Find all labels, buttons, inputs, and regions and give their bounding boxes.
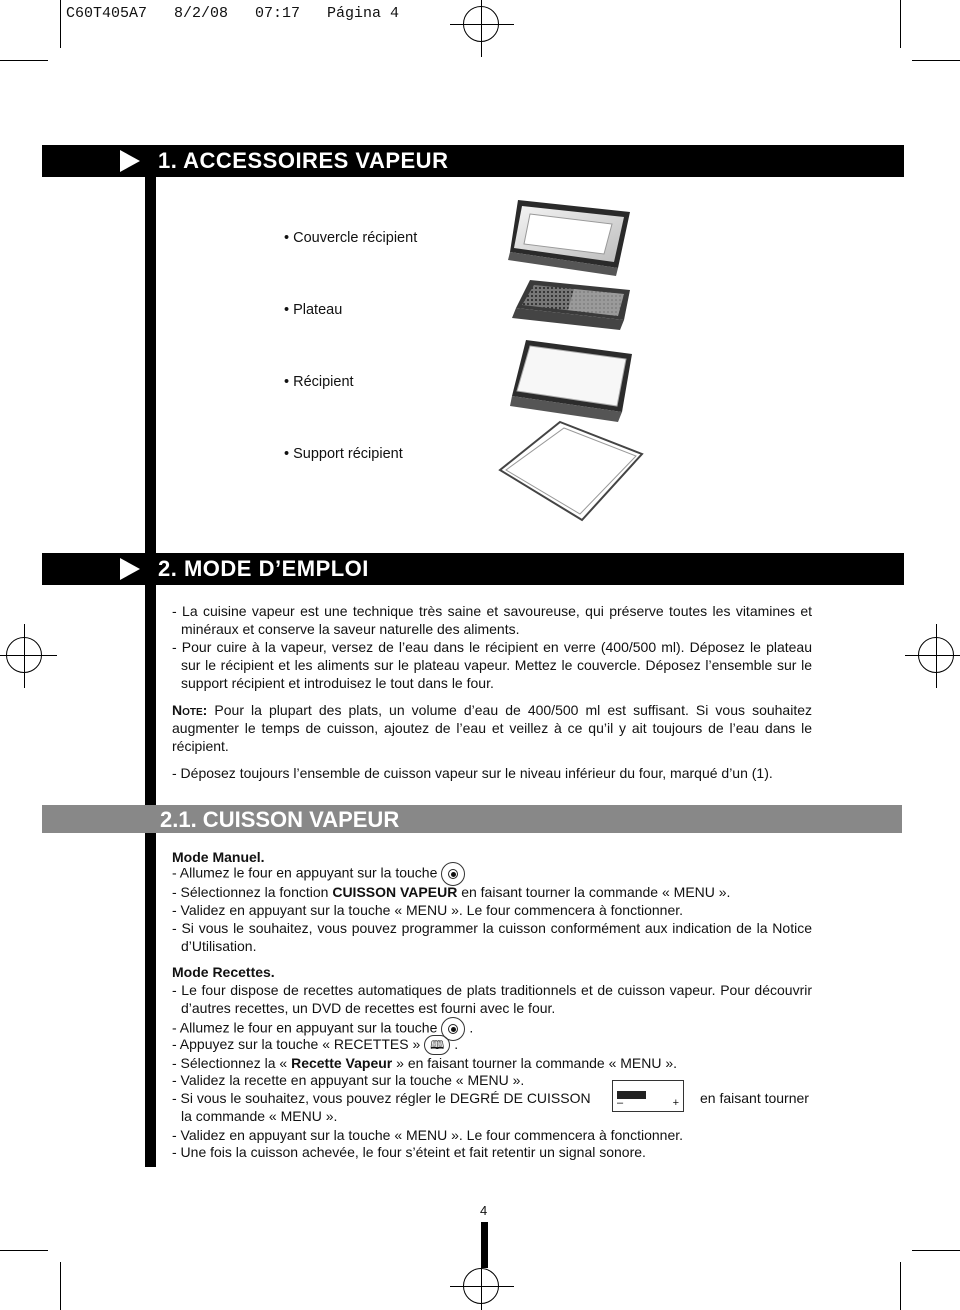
crop-mark	[912, 1250, 960, 1251]
section-title: 2. MODE D’EMPLOI	[158, 556, 369, 581]
crop-mark	[912, 60, 960, 61]
subsection-header-cuisson-vapeur	[42, 805, 902, 833]
manual-step-text: en faisant tourner la commande « MENU ».	[457, 884, 731, 900]
support-drawing	[500, 422, 642, 520]
page-number: 4	[480, 1203, 488, 1218]
registration-mark-left	[6, 637, 42, 673]
recipes-step	[172, 1035, 812, 1055]
crop-mark	[900, 0, 901, 48]
section-header-accessoires	[42, 145, 902, 177]
manual-step-text: - Allumez le four en appuyant sur la touche	[172, 864, 438, 881]
recipes-step: - Le four dispose de recettes automatiques de plats traditionnels et de cuisson vapeur. Pour découvrir d’autres recettes, un DVD de recettes est fourni avec le four.	[172, 982, 812, 1016]
accessory-label-container: • Récipient	[284, 374, 354, 390]
instruction-item: - Pour cuire à la vapeur, versez de l’eau dans le récipient en verre (400/500 ml). Déposez le plateau sur le récipient et les aliments sur le plateau vapeur. Mettez le couvercle. Déposez l’ensemble sur le support récipient et introduisez le tout dans le four.	[172, 639, 812, 691]
accessory-label-support: • Support récipient	[284, 446, 403, 462]
section-title: 1. ACCESSOIRES VAPEUR	[158, 148, 449, 173]
steam-accessories-illustration	[490, 190, 650, 525]
gauge-minus-label: –	[617, 1097, 624, 1109]
recipe-book-icon: 🕮	[424, 1035, 450, 1055]
header-edge	[902, 145, 906, 177]
manual-step	[172, 883, 812, 901]
recipes-step-text: .	[469, 1019, 474, 1036]
recipes-step-text: - Allumez le four en appuyant sur la touche	[172, 1019, 438, 1036]
manual-mode-heading: Mode Manuel.	[172, 849, 265, 865]
recipes-step: en faisant tourner	[700, 1090, 809, 1106]
recipes-step-text: .	[454, 1036, 459, 1052]
accessory-label-tray: • Plateau	[284, 302, 343, 318]
registration-mark-right	[918, 637, 954, 673]
recipe-name: Recette Vapeur	[291, 1055, 393, 1071]
tray-drawing	[512, 280, 630, 330]
cooking-degree-gauge	[612, 1080, 684, 1112]
crop-mark	[60, 0, 61, 48]
recipes-step-text: - Appuyez sur la touche « RECETTES »	[172, 1036, 421, 1052]
subsection-title: 2.1. CUISSON VAPEUR	[160, 807, 400, 832]
function-name: CUISSON VAPEUR	[332, 884, 458, 900]
container-drawing	[510, 340, 632, 422]
header-edge	[902, 553, 906, 585]
section-header-mode-emploi	[42, 553, 902, 585]
play-arrow-icon	[120, 150, 140, 172]
accessory-label-lid: • Couvercle récipient	[284, 230, 418, 246]
crop-mark	[0, 60, 48, 61]
manual-step-text: - Sélectionnez la fonction	[172, 884, 333, 900]
recipes-mode-heading: Mode Recettes.	[172, 964, 275, 980]
play-arrow-icon	[120, 558, 140, 580]
recipes-step-text: - Sélectionnez la «	[172, 1055, 292, 1071]
margin-rule	[145, 147, 156, 1167]
manual-step: - Validez en appuyant sur la touche « MENU ». Le four commencera à fonctionner.	[172, 902, 684, 918]
recipes-step	[172, 1054, 812, 1072]
page-tab	[481, 1222, 488, 1268]
recipes-step: - Une fois la cuisson achevée, le four s’éteint et fait retentir un signal sonore.	[172, 1144, 646, 1160]
lid-drawing	[508, 200, 630, 276]
crop-mark	[60, 1262, 61, 1310]
registration-mark-bottom	[463, 1268, 499, 1304]
crop-mark	[900, 1262, 901, 1310]
note-heading: Note:	[172, 702, 208, 718]
crop-mark	[0, 1250, 48, 1251]
recipes-step-text: » en faisant tourner la commande « MENU ».	[392, 1055, 678, 1071]
note-text: Pour la plupart des plats, un volume d’eau de 400/500 ml est suffisant. Si vous souhaitez augmenter le temps de cuisson, ajoutez de l’eau et veillez à ce qu’il y ait toujours de l’eau dans le récipient.	[172, 702, 812, 754]
recipes-step: - Validez en appuyant sur la touche « MENU ». Le four commencera à fonctionner.	[172, 1127, 684, 1143]
print-slug: C60T405A7 8/2/08 07:17 Página 4	[66, 5, 400, 22]
note-paragraph	[172, 701, 812, 755]
registration-mark-top	[463, 6, 499, 42]
instruction-item: - La cuisine vapeur est une technique très saine et savoureuse, qui préserve toutes les vitamines et minéraux et conserve la saveur naturelle des aliments.	[172, 603, 812, 637]
recipes-step: - Validez la recette en appuyant sur la touche « MENU ».	[172, 1072, 525, 1088]
recipes-step: - Si vous le souhaitez, vous pouvez régler le DEGRÉ DE CUISSON	[172, 1090, 591, 1106]
instruction-item: - Déposez toujours l’ensemble de cuisson vapeur sur le niveau inférieur du four, marqué d’un (1).	[172, 765, 773, 781]
recipes-step: la commande « MENU ».	[181, 1108, 338, 1124]
gauge-plus-label: +	[672, 1097, 679, 1109]
manual-step: - Si vous le souhaitez, vous pouvez programmer la cuisson conformément aux indication de la Notice d’Utilisation.	[172, 920, 812, 954]
